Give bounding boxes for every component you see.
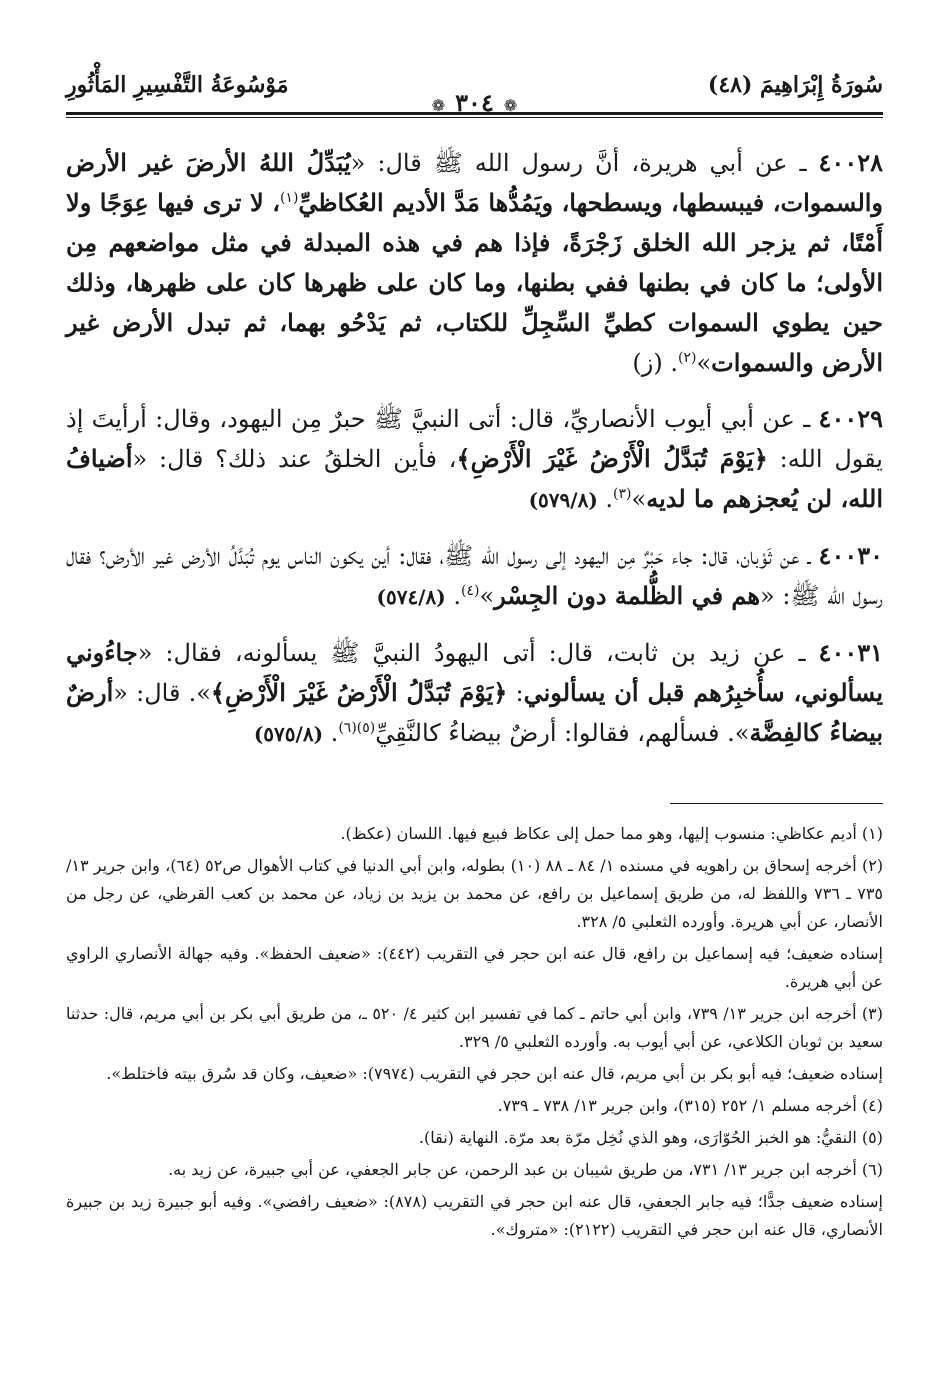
hadith-quote: يُبَدِّلُ اللهُ الأرضَ غير الأرض والسموات، فيبسطها، ويسطحها، ويَمُدُّها مَدَّ الأديم العُكاظيِّ bbox=[66, 148, 884, 217]
hadith-quote: هم في الظُّلمة دون الجِسْر bbox=[494, 581, 761, 610]
footnote: (٦) أخرجه ابن جرير ١٣/ ٧٣١، من طريق شيبان بن عبد الرحمن، عن جابر الجعفي، عن أبي جبيرة، عن زيد به. bbox=[168, 1160, 883, 1179]
entry-text: . bbox=[445, 582, 461, 610]
ornament-icon: ❁ bbox=[503, 96, 518, 115]
entry-text: ». قال: « bbox=[113, 679, 211, 707]
entry-number: ٤٠٠٢٨ bbox=[818, 148, 883, 177]
hadith-quote: أرضٌ بيضاءُ كالفِضَّة bbox=[66, 678, 883, 747]
entry-text: . bbox=[597, 485, 614, 513]
footnote: إسناده ضعيف؛ فيه أبو بكر بن أبي مريم، قال عنه ابن حجر في التقريب (٧٩٧٤): «ضعيف، وكان قد سُرق بيته فاختلط». bbox=[106, 1064, 883, 1083]
ornament-icon: ❁ bbox=[431, 96, 446, 115]
volume-reference: (٥٧٥/٨) bbox=[253, 722, 324, 746]
entry-text: ». فسألهم، فقالوا: أرضٌ بيضاءُ كالنَّقِيِّ bbox=[375, 719, 750, 747]
hadith-entry bbox=[66, 143, 883, 383]
hadith-entry bbox=[66, 536, 883, 617]
entry-text: » bbox=[696, 349, 712, 377]
page-header bbox=[66, 66, 883, 118]
footnote-marker: (٣) bbox=[613, 486, 632, 502]
book-title: مَوْسُوعَةُ التَّفْسِيرِ المَأْثُورِ bbox=[66, 72, 289, 98]
footnote-separator bbox=[670, 803, 883, 804]
page-number-text: ٣٠٤ bbox=[455, 88, 494, 117]
footnote: (٤) أخرجه مسلم ١/ ٢٥٢ (٣١٥)، وابن جرير ١٣/ ٧٣٨ ـ ٧٣٩. bbox=[497, 1096, 883, 1115]
entry-text: » bbox=[631, 485, 647, 513]
footnote-marker: (٤) bbox=[460, 583, 480, 599]
main-text bbox=[66, 143, 883, 770]
footnote: (٥) النقيُّ: هو الخبز الحُوّارَى، وهو الذي نُخِل مرّة بعد مرّة. النهاية (نقا). bbox=[418, 1128, 883, 1147]
entry-text: ـ عن أبي هريرة، أنَّ رسول الله ﷺ قال: « bbox=[350, 149, 819, 177]
footnote: إسناده ضعيف؛ فيه إسماعيل بن رافع، قال عنه ابن حجر في التقريب (٤٤٢): «ضعيف الحفظ». وفيه جهالة الأنصاري الراوي عن أبي هريرة. bbox=[66, 944, 883, 991]
entry-text: ـ عن ثَوْبان، قال: جاء حَبْرٌ مِن اليهود إلى رسول الله ﷺ، فقال: أين يكون الناس يوم تُبَدَّلُ الأرض غير الأرض؟ فقال رسول الله ﷺ: « bbox=[66, 542, 883, 610]
entry-text: : bbox=[507, 679, 524, 707]
entry-text: . (ز) bbox=[632, 349, 678, 377]
entry-text: ، فأين الخلقُ عند ذلك؟ قال: « bbox=[132, 445, 457, 473]
footnote: (٣) أخرجه ابن جرير ١٣/ ٧٣٩، وابن أبي حاتم ـ كما في تفسير ابن كثير ٤/ ٥٢٠ ـ، من طريق أبي بكر بن أبي مريم، قال: حدثنا سعيد بن ثوبان الكلاعي، عن أبي أيوب به. وأورده الثعلبي ٥/ ٣٢٩. bbox=[66, 1004, 884, 1051]
footnotes bbox=[66, 820, 883, 1248]
hadith-quote: ، لا ترى فيها عِوَجًا ولا أَمْتًا، ثم يزجر الله الخلق زَجْرَةً، فإذا هم في هذه المبدلة في مثل مواضعهم مِن الأولى؛ ما كان في بطنها ففي بطنها، وما كان على ظهرها كان على ظهرها، وذلك حين يطوي السموات كطيِّ السِّجِلِّ للكتاب، ثم يَدْحُو بهما، ثم تبدل الأرض غير الأرض والسموات bbox=[66, 188, 883, 377]
entry-text: » bbox=[479, 582, 495, 610]
surah-title: سُورَةُ إِبْرَاهِيمَ (٤٨) bbox=[707, 72, 883, 98]
hadith-quote: أضيافُ الله، لن يُعجزهم ما لديه bbox=[66, 444, 883, 513]
entry-number: ٤٠٠٣٠ bbox=[818, 541, 883, 570]
footnote: إسناده ضعيف جدًّا؛ فيه جابر الجعفي، قال عنه ابن حجر في التقريب (٨٧٨): «ضعيف رافضي». وفيه أبو جبيرة زيد بن جبيرة الأنصاري، قال عنه ابن حجر في التقريب (٢١٢٢): «متروك». bbox=[66, 1192, 883, 1239]
footnote-marker: (٢) bbox=[678, 350, 697, 366]
entry-number: ٤٠٠٢٩ bbox=[818, 404, 883, 433]
footnote: (١) أديم عكاظي: منسوب إليها، وهو مما حمل إلى عكاظ فبيع فيها. اللسان (عكظ). bbox=[340, 824, 883, 843]
hadith-entry bbox=[66, 633, 883, 754]
quran-verse: ﴿يَوْمَ تُبَدَّلُ الْأَرْضُ غَيْرَ الْأَرْضِ﴾ bbox=[456, 444, 768, 473]
entry-text: . bbox=[323, 719, 339, 747]
volume-reference: (٥٧٤/٨) bbox=[376, 585, 446, 609]
footnote-marker: (٥)(٦) bbox=[338, 720, 376, 736]
hadith-entry bbox=[66, 399, 883, 520]
entry-text: ـ عن زيد بن ثابت، قال: أتى اليهودُ النبيَّ ﷺ يسألونه، فقال: « bbox=[137, 639, 819, 667]
volume-reference: (٥٧٩/٨) bbox=[528, 488, 598, 512]
hadith-quote: جاءُوني يسألوني، سأُخبِرُهم قبل أن يسألوني bbox=[66, 638, 883, 707]
footnote: (٢) أخرجه إسحاق بن راهويه في مسنده ١/ ٨٤ ـ ٨٨ (١٠) بطوله، وابن أبي الدنيا في كتاب الأهوال ص٥٢ (٦٤)، وابن جرير ١٣/ ٧٣٥ ـ ٧٣٦ واللفظ له، من طريق إسماعيل بن رافع، عن محمد بن يزيد بن زياد، عن محمد بن كعب القرظي، عن رجل من الأنصار، عن أبي هريرة. وأورده الثعلبي ٥/ ٣٢٨. bbox=[66, 856, 884, 931]
quran-verse: ﴿يَوْمَ تُبَدَّلُ الْأَرْضُ غَيْرَ الْأَرْضِ﴾ bbox=[210, 678, 508, 707]
entry-number: ٤٠٠٣١ bbox=[818, 638, 883, 667]
entry-text: ـ عن أبي أيوب الأنصاريِّ، قال: أتى النبيَّ ﷺ حبرٌ مِن اليهود، وقال: أرأيتَ إذ يقول الله: bbox=[66, 405, 883, 473]
footnote-marker: (١) bbox=[279, 190, 299, 206]
